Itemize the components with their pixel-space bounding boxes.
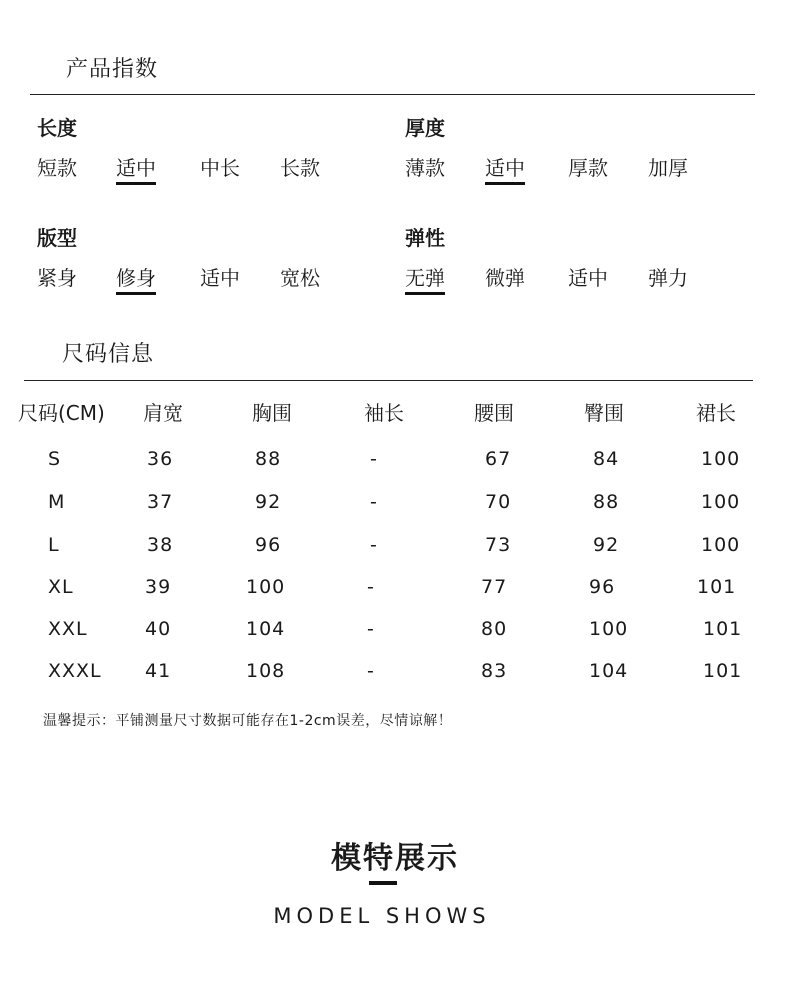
thickness-title: 厚度 xyxy=(405,116,445,140)
table-cell: - xyxy=(370,448,378,470)
fit-option: 适中 xyxy=(200,266,240,290)
fit-option: 紧身 xyxy=(37,266,77,290)
length-option: 中长 xyxy=(200,156,240,180)
table-cell: - xyxy=(367,660,375,682)
table-cell: 96 xyxy=(589,576,616,598)
table-header: 袖长 xyxy=(364,401,404,425)
title-underline xyxy=(369,881,397,885)
table-cell: 83 xyxy=(481,660,508,682)
table-header: 尺码(CM) xyxy=(18,401,105,425)
length-title: 长度 xyxy=(37,116,77,140)
table-cell: 88 xyxy=(255,448,282,470)
table-cell: 101 xyxy=(703,618,743,640)
elasticity-option: 微弹 xyxy=(485,266,525,290)
table-cell: 100 xyxy=(701,448,741,470)
elasticity-option: 适中 xyxy=(568,266,608,290)
thickness-option: 加厚 xyxy=(648,156,688,180)
tip-text: 温馨提示：平铺测量尺寸数据可能存在1-2cm误差，尽情谅解！ xyxy=(43,713,453,729)
table-cell: 80 xyxy=(481,618,508,640)
table-cell: 36 xyxy=(147,448,174,470)
table-header: 胸围 xyxy=(252,401,292,425)
thickness-option: 薄款 xyxy=(405,156,445,180)
fit-option: 宽松 xyxy=(280,266,320,290)
table-header: 腰围 xyxy=(474,401,514,425)
table-cell: 40 xyxy=(145,618,172,640)
table-cell: L xyxy=(48,534,60,556)
table-cell: XXL xyxy=(48,618,88,640)
table-cell: 101 xyxy=(697,576,737,598)
table-cell: M xyxy=(48,491,66,513)
product-index-title: 产品指数 xyxy=(66,57,159,82)
table-cell: 100 xyxy=(589,618,629,640)
thickness-option: 厚款 xyxy=(568,156,608,180)
table-cell: XL xyxy=(48,576,74,598)
table-cell: 73 xyxy=(485,534,512,556)
table-cell: 96 xyxy=(255,534,282,556)
table-cell: 100 xyxy=(701,534,741,556)
table-cell: 100 xyxy=(701,491,741,513)
table-cell: S xyxy=(48,448,62,470)
table-cell: 70 xyxy=(485,491,512,513)
thickness-option-selected: 适中 xyxy=(485,152,525,185)
table-cell: 101 xyxy=(703,660,743,682)
elasticity-option-selected: 无弹 xyxy=(405,262,445,295)
table-header: 裙长 xyxy=(696,401,736,425)
divider xyxy=(30,94,755,95)
table-header: 臀围 xyxy=(584,401,624,425)
model-section-title: 模特展示 xyxy=(331,841,459,876)
size-info-title: 尺码信息 xyxy=(62,342,155,367)
length-option-selected: 适中 xyxy=(116,152,156,185)
table-cell: - xyxy=(367,618,375,640)
table-cell: - xyxy=(367,576,375,598)
table-cell: 104 xyxy=(589,660,629,682)
table-header: 肩宽 xyxy=(143,401,183,425)
elasticity-title: 弹性 xyxy=(405,226,445,250)
table-cell: 92 xyxy=(593,534,620,556)
length-option: 短款 xyxy=(37,156,77,180)
table-cell: 104 xyxy=(246,618,286,640)
model-section-subtitle: MODEL SHOWS xyxy=(273,904,491,928)
fit-title: 版型 xyxy=(37,226,77,250)
table-cell: 39 xyxy=(145,576,172,598)
table-cell: - xyxy=(370,534,378,556)
table-cell: 108 xyxy=(246,660,286,682)
fit-option-selected: 修身 xyxy=(116,262,156,295)
table-cell: 100 xyxy=(246,576,286,598)
table-cell: 92 xyxy=(255,491,282,513)
table-cell: 77 xyxy=(481,576,508,598)
elasticity-option: 弹力 xyxy=(648,266,688,290)
table-cell: 41 xyxy=(145,660,172,682)
table-cell: 84 xyxy=(593,448,620,470)
divider xyxy=(24,380,753,381)
length-option: 长款 xyxy=(280,156,320,180)
table-cell: 67 xyxy=(485,448,512,470)
table-cell: XXXL xyxy=(48,660,102,682)
table-cell: 38 xyxy=(147,534,174,556)
table-cell: 88 xyxy=(593,491,620,513)
table-cell: 37 xyxy=(147,491,174,513)
table-cell: - xyxy=(370,491,378,513)
